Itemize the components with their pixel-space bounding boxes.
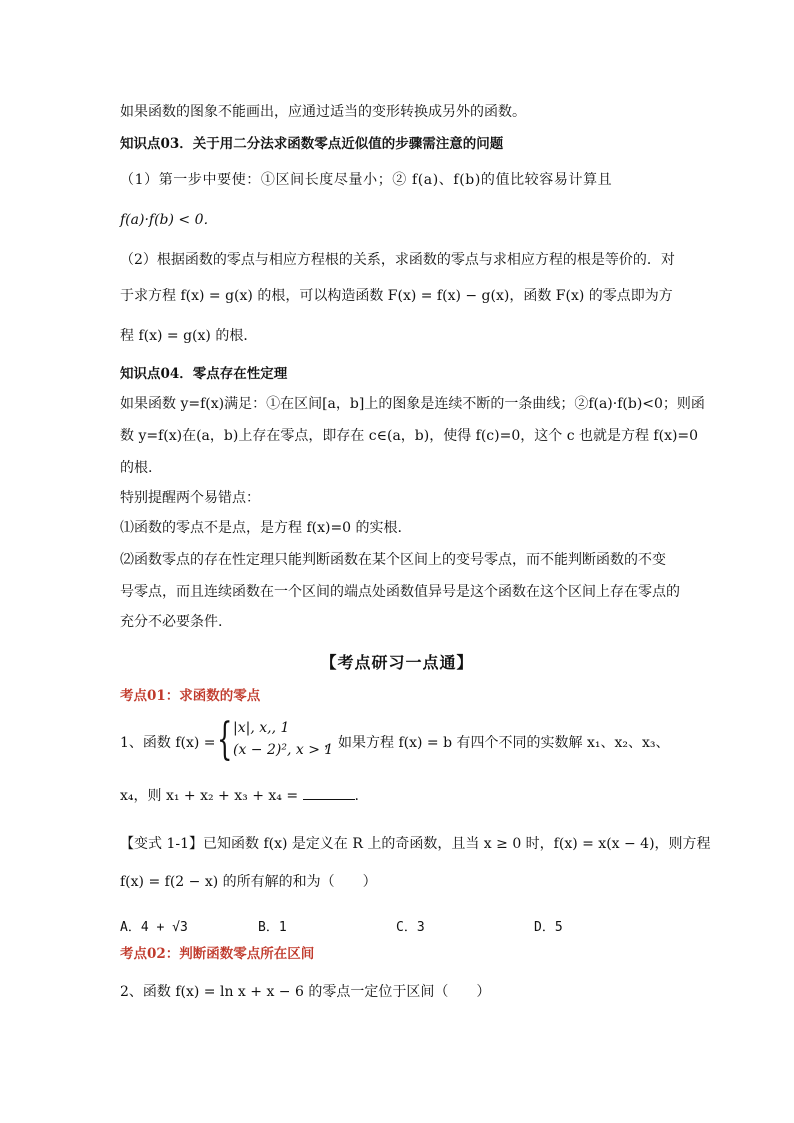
kp04-line1: 如果函数 y=f(x)满足：①在区间[a，b]上的图象是连续不断的一条曲线；②f(a)·f(b)<0；则函 bbox=[120, 396, 705, 412]
kp04-line5: ⑴函数的零点不是点，是方程 f(x)=0 的实根. bbox=[120, 520, 402, 536]
variant-line2: f(x) = f(2 − x) 的所有解的和为（ ） bbox=[120, 874, 377, 890]
q1-period: . bbox=[354, 788, 359, 804]
q1-case1: |x|, x,, 1 bbox=[233, 720, 290, 736]
section-heading: 【考点研习一点通】 bbox=[320, 653, 474, 672]
option-d[interactable]: D．5 bbox=[534, 920, 563, 935]
answer-blank bbox=[303, 786, 355, 800]
kp03-p2-line1: （2）根据函数的零点与相应方程根的关系，求函数的零点与求相应方程的根是等价的．对 bbox=[120, 252, 675, 268]
q1-prefix: 1、函数 f(x) = bbox=[120, 735, 216, 751]
kp03-p1-line2: f(a)·f(b) < 0． bbox=[120, 212, 218, 228]
kp04-line3: 的根. bbox=[120, 460, 153, 476]
kd02-title: 考点02：判断函数零点所在区间 bbox=[120, 946, 315, 962]
kp04-line4: 特别提醒两个易错点： bbox=[120, 490, 260, 506]
kp04-line8: 充分不必要条件. bbox=[120, 614, 223, 630]
option-c[interactable]: C．3 bbox=[396, 920, 425, 935]
q1-suffix: ，如果方程 f(x) = b 有四个不同的实数解 x₁、x₂、x₃、 bbox=[324, 735, 670, 751]
q1-case2: (x − 2)², x > 1 bbox=[233, 742, 334, 758]
kp04-line6: ⑵函数零点的存在性定理只能判断函数在某个区间上的变号零点，而不能判断函数的不变 bbox=[120, 552, 666, 568]
kp03-p2-line3: 程 f(x) = g(x) 的根． bbox=[120, 328, 258, 344]
option-a[interactable]: A．4 + √3 bbox=[120, 920, 188, 935]
option-b[interactable]: B．1 bbox=[258, 920, 287, 935]
kp04-line7: 号零点，而且连续函数在一个区间的端点处函数值异号是这个函数在这个区间上存在零点的 bbox=[120, 584, 680, 600]
q1-line2-text: x₄，则 x₁ + x₂ + x₃ + x₄ = bbox=[120, 788, 299, 804]
q1-line2 bbox=[120, 786, 359, 806]
kp04-title: 知识点04．零点存在性定理 bbox=[120, 366, 288, 382]
variant-line1: 【变式 1-1】已知函数 f(x) 是定义在 R 上的奇函数，且当 x ≥ 0 时，f(x) = x(x − 4)，则方程 bbox=[120, 836, 711, 852]
q2-text: 2、函数 f(x) = ln x + x − 6 的零点一定位于区间（ ） bbox=[120, 984, 491, 1000]
kp04-line2: 数 y=f(x)在(a，b)上存在零点，即存在 c∈(a，b)，使得 f(c)=0，这个 c 也就是方程 f(x)=0 bbox=[120, 428, 699, 444]
kp03-p2-line2: 于求方程 f(x) = g(x) 的根，可以构造函数 F(x) = f(x) − g(x)，函数 F(x) 的零点即为方 bbox=[120, 288, 673, 304]
kp03-p1-line1: （1）第一步中要使：①区间长度尽量小；② f(a)、f(b)的值比较容易计算且 bbox=[120, 172, 613, 188]
intro-text: 如果函数的图象不能画出，应通过适当的变形转换成另外的函数。 bbox=[120, 104, 526, 120]
left-brace-icon: { bbox=[217, 714, 233, 765]
kp03-title: 知识点03．关于用二分法求函数零点近似值的步骤需注意的问题 bbox=[120, 136, 504, 152]
kd01-title: 考点01：求函数的零点 bbox=[120, 688, 261, 704]
